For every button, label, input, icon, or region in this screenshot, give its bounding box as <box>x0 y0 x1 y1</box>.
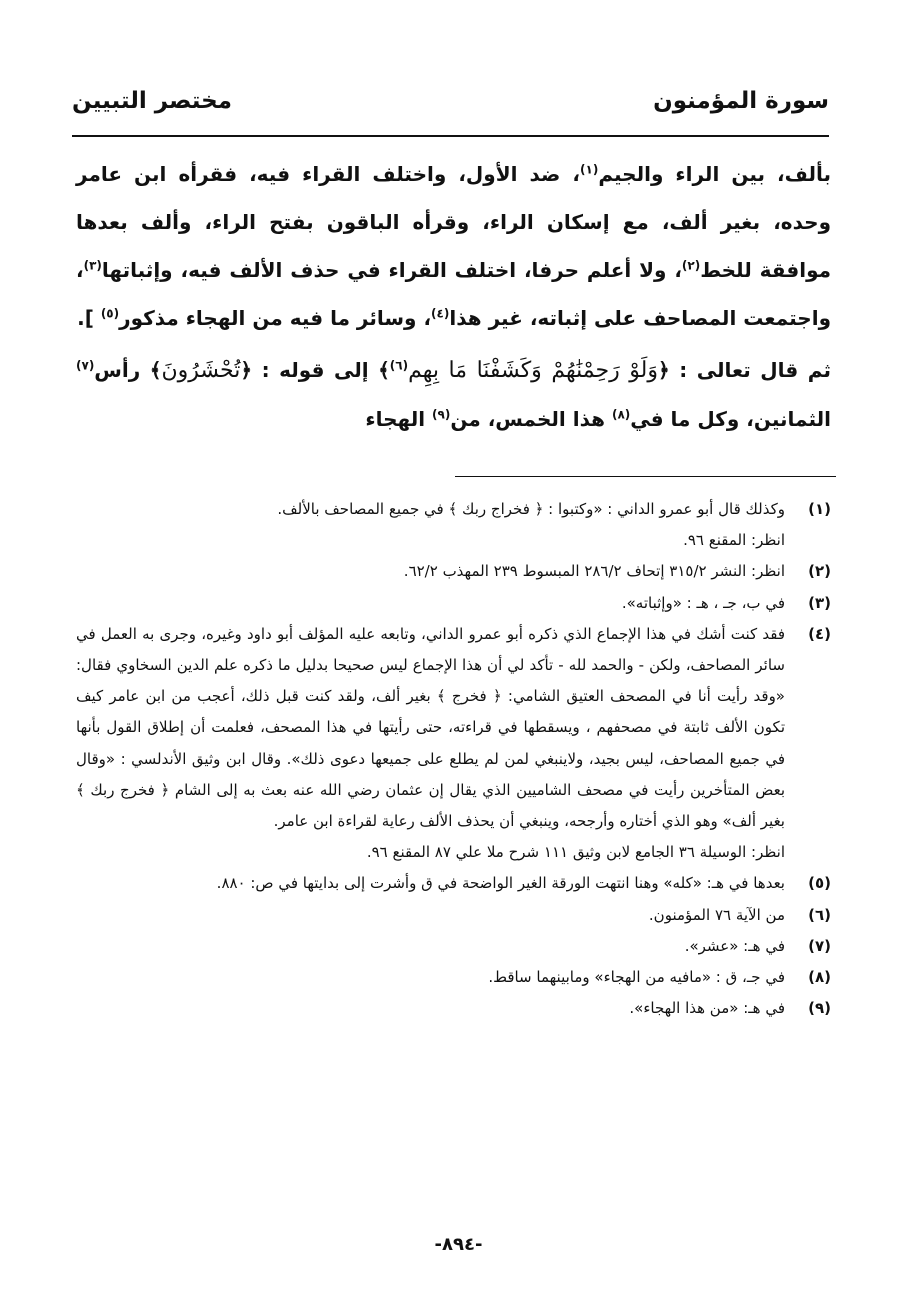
text-run: الهجاء <box>365 407 433 431</box>
footnote-ref-6[interactable]: (٦) <box>389 358 409 373</box>
footnote-text: في ب، جـ ، هـ : «وإثباته». <box>621 593 785 612</box>
footnote-ref-2[interactable]: (٢) <box>681 258 701 273</box>
main-text <box>76 150 831 443</box>
footnote-3 <box>76 588 831 619</box>
footnote-ref-7[interactable]: (٧) <box>76 358 95 373</box>
footnote-text: فقد كنت أشك في هذا الإجماع الذي ذكره أبو عمرو الداني، وتابعه عليه المؤلف أبو داود وغيره، وجرى به العمل في سائر المصاحف، ولكن - والحمد لله - تأكد لي أن هذا الإجماع ليس صحيحا بدليل ما ذكره علم الدين السخاوي فقال: «وقد رأيت أنا في المصحف العتيق الشامي: ﴿ فخرج ﴾ بغير ألف، ولقد كنت قبل ذلك، أعجب من ابن عامر كيف تكون الألف ثابتة في مصحفهم ، ويسقطها في قراءته، حتى رأيتها في هذا المصحف، فعلمت أن إطلاق القول بأنها في جميع المصاحف، ليس بجيد، ولاينبغي لمن لم يطلع على جميعها دعوى ذلك». وقال ابن وثيق الأندلسي : «وقال بعض المتأخرين رأيت في مصحف الشاميين الذي يقال إن عثمان رضي الله عنه بعث به إلى الشام ﴿ فخرج ربك ﴾ بغير ألف» وهو الذي أختاره وأرجحه، وينبغي أن يحذف الألف رعاية لقراءة ابن عامر. <box>76 624 785 831</box>
paragraph-2 <box>76 346 831 443</box>
text-run: بألف، بين الراء والجيم <box>598 162 831 186</box>
quran-verse: وَلَوْ رَحِمْنَٰهُمْ وَكَشَفْنَا مَا بِهِم <box>408 358 658 383</box>
footnote-4 <box>76 619 831 869</box>
footnote-1 <box>76 494 831 556</box>
footnote-ref-9[interactable]: (٩) <box>432 407 451 422</box>
paragraph-1 <box>76 150 831 342</box>
footnote-text: في هـ: «عشر». <box>684 936 785 955</box>
footnote-number: (٣) <box>808 593 831 612</box>
footnote-ref-5[interactable]: (٥) <box>100 306 120 321</box>
footnote-number: (٤) <box>808 624 831 643</box>
footnote-9 <box>76 993 831 1024</box>
footnote-number: (٥) <box>808 874 831 893</box>
footnote-6 <box>76 900 831 931</box>
text-run: ، وسائر ما فيه من الهجاء مذكور <box>119 306 432 330</box>
footnote-number: (١) <box>808 500 831 518</box>
footnote-number: (٨) <box>808 968 831 987</box>
text-run: ، ضد الأول، واختلف القراء فيه، فقرأه ابن عامر وحده، بغير ألف، مع إسكان الراء، وقرأه الباقون بفتح الراء، وألف بعدها موافقة للخط <box>76 162 831 282</box>
running-header <box>72 88 829 124</box>
footnote-text: انظر: النشر ٣١٥/٢ إتحاف ٢٨٦/٢ المبسوط ٢٣٩ المهذب ٦٢/٢. <box>403 562 785 581</box>
text-run: الثمانين، وكل ما في <box>630 407 831 431</box>
footnotes <box>76 494 831 1024</box>
footnote-8 <box>76 962 831 993</box>
footnote-number: (٢) <box>808 562 831 581</box>
footnote-text: في هـ: «من هذا الهجاء». <box>629 999 785 1018</box>
footnote-5 <box>76 868 831 899</box>
footnote-ref-4[interactable]: (٤) <box>431 306 450 321</box>
footnote-number: (٦) <box>808 905 831 924</box>
footnote-ref-1[interactable]: (١) <box>580 162 599 177</box>
book-title: مختصر التبيين <box>72 88 232 114</box>
footnote-text: من الآية ٧٦ المؤمنون. <box>648 905 785 924</box>
text-run: ﴾ رأس <box>94 358 162 382</box>
footnote-text: في جـ، ق : «مافيه من الهجاء» ومابينهما ساقط. <box>488 968 785 987</box>
surah-title: سورة المؤمنون <box>653 88 829 114</box>
footnote-text: بعدها في هـ: «كله» وهنا انتهت الورقة الغير الواضحة في ق وأشرت إلى بدايتها في ص: ٨٨٠. <box>216 874 785 893</box>
footnote-number: (٧) <box>808 936 831 955</box>
text-run: ، ولا أعلم حرفا، اختلف القراء في حذف الألف فيه، وإثباتها <box>101 258 682 282</box>
header-rule <box>72 135 829 137</box>
text-run: ﴾ إلى قوله : ﴿ <box>240 358 390 382</box>
quran-verse: تُحْشَرُونَ <box>161 358 241 383</box>
footnote-7 <box>76 931 831 962</box>
text-run: هذا الخمس، من <box>450 407 612 431</box>
page-number: -٨٩٤- <box>434 1234 483 1255</box>
footnote-separator <box>455 476 836 477</box>
text-run: ]. <box>77 306 101 330</box>
footnote-ref-8[interactable]: (٨) <box>611 407 631 422</box>
text-run: ثم قال تعالى : ﴿ <box>657 358 831 382</box>
footnote-2 <box>76 556 831 587</box>
footnote-ref-3[interactable]: (٣) <box>83 258 102 273</box>
footnote-text: وكذلك قال أبو عمرو الداني : «وكتبوا : ﴿ فخراج ربك ﴾ في جميع المصاحف بالألف. <box>277 500 785 518</box>
footnote-number: (٩) <box>808 999 831 1018</box>
footnote-reference: انظر: الوسيلة ٣٦ الجامع لابن وثيق ١١١ شرح ملا علي ٨٧ المقنع ٩٦. <box>366 843 785 862</box>
text-run: ، واجتمعت المصاحف على إثباته، غير هذا <box>76 258 831 330</box>
footnote-reference: انظر: المقنع ٩٦. <box>683 531 785 550</box>
